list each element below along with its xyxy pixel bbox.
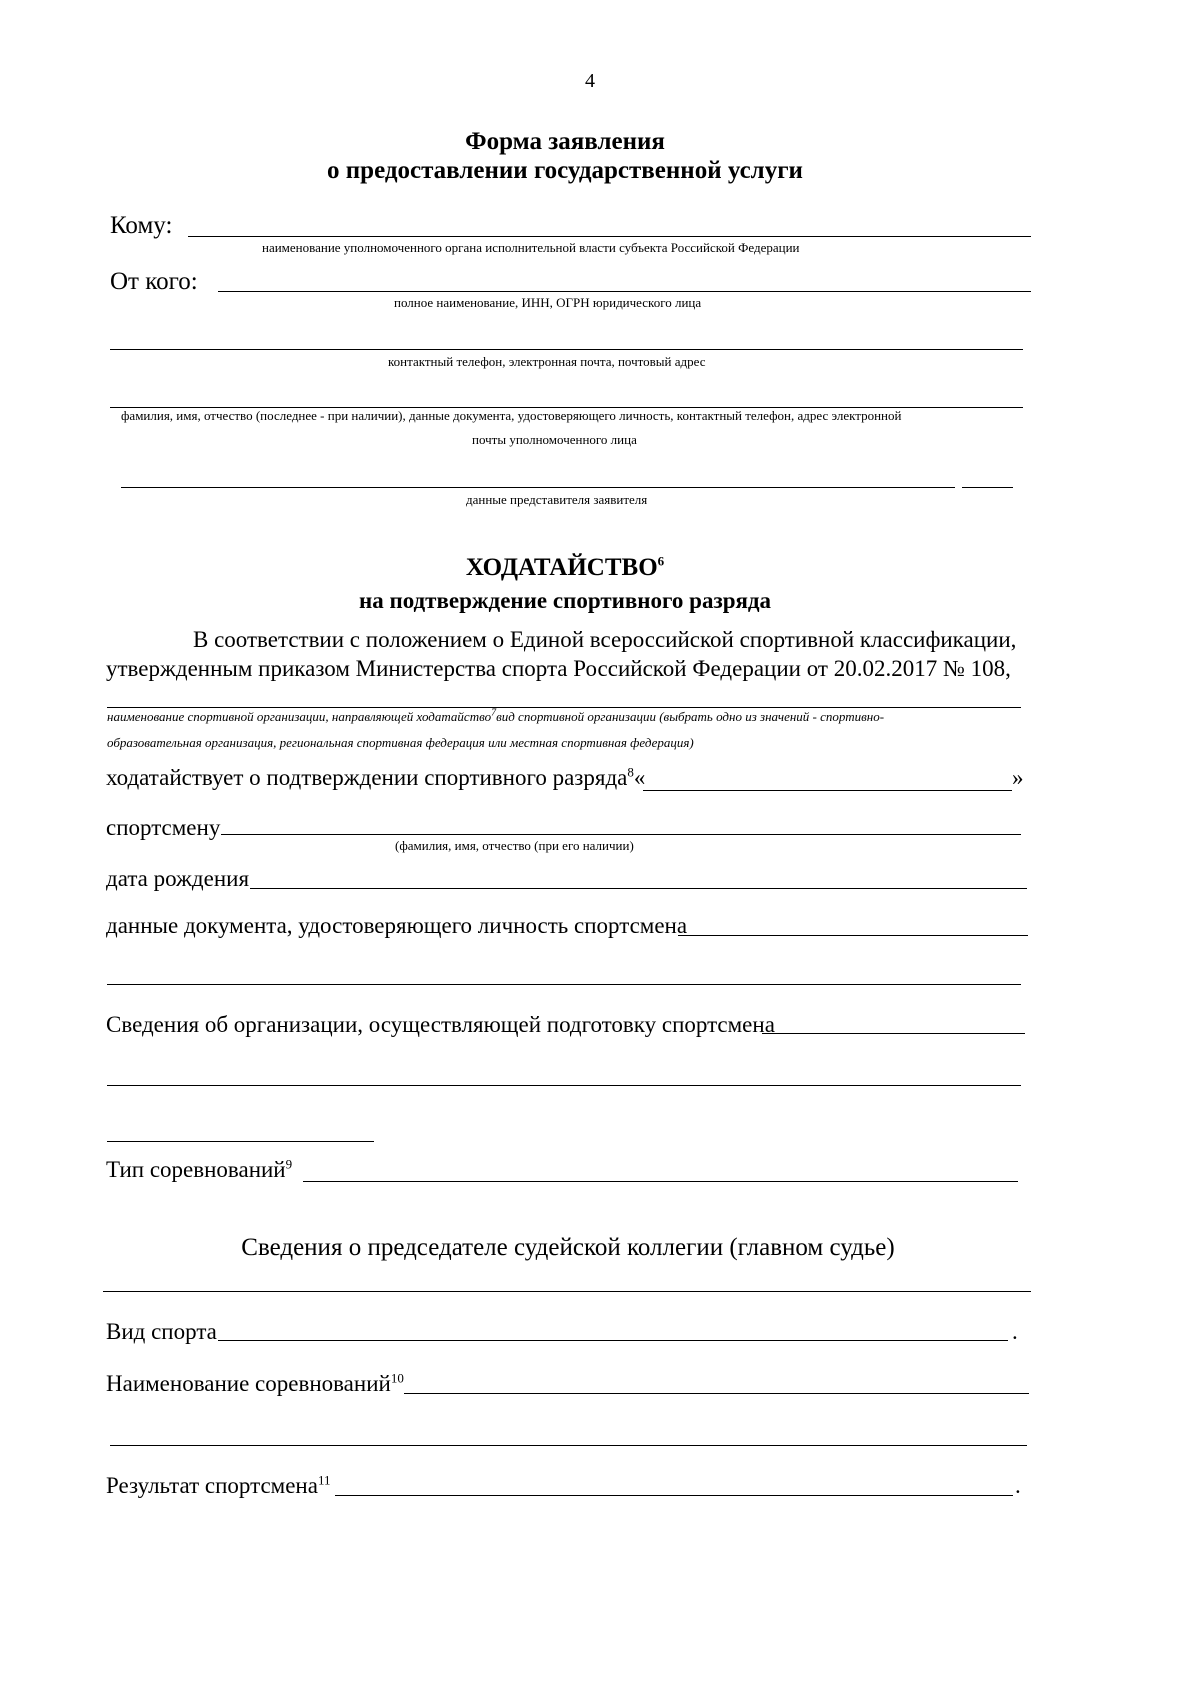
quote-open: « xyxy=(633,765,646,790)
representative-input-line-short[interactable] xyxy=(962,487,1013,488)
sport-input-line[interactable] xyxy=(218,1340,1008,1341)
training-org-input-line3[interactable] xyxy=(107,1141,374,1142)
quote-close: » xyxy=(1012,765,1024,790)
training-org-label: Сведения об организации, осуществляющей подготовку спортсмена xyxy=(106,1012,775,1037)
footnote-10: 10 xyxy=(390,1370,404,1386)
competition-type-input-line[interactable] xyxy=(303,1181,1018,1182)
intro-line1: В соответствии с положением о Единой всероссийской спортивной классификации, xyxy=(193,627,1017,652)
footnote-7: 7 xyxy=(491,707,497,719)
rank-input-line[interactable] xyxy=(643,790,1012,791)
to-label: Кому: xyxy=(110,212,173,239)
competition-name-text xyxy=(106,1371,404,1397)
representative-input-line[interactable] xyxy=(121,487,955,488)
result-input-line[interactable] xyxy=(335,1495,1013,1496)
identity-doc-label: данные документа, удостоверяющего личность спортсмена xyxy=(106,913,688,938)
judge-input-line[interactable] xyxy=(103,1291,1031,1292)
athlete-caption: (фамилия, имя, отчество (при его наличии) xyxy=(395,838,634,853)
sport-end: . xyxy=(1012,1319,1018,1344)
organization-caption-line1 xyxy=(107,709,884,725)
form-title-line2: о предоставлении государственной услуги xyxy=(327,157,803,184)
birth-date-input-line[interactable] xyxy=(250,888,1027,889)
petition-rank-text xyxy=(106,765,645,791)
competition-name-input-line[interactable] xyxy=(404,1393,1029,1394)
competition-type-label: Тип соревнований xyxy=(106,1157,286,1182)
from-input-line[interactable] xyxy=(218,291,1031,292)
identity-doc-input-line[interactable] xyxy=(678,935,1028,936)
footnote-11: 11 xyxy=(317,1472,331,1488)
contacts-input-line[interactable] xyxy=(110,349,1023,350)
athlete-label: спортсмену xyxy=(106,815,221,840)
footnote-6: 6 xyxy=(657,553,665,569)
organization-caption-b: вид спортивной организации (выбрать одно из значений - спортивно- xyxy=(496,709,885,724)
competition-type-text xyxy=(106,1157,292,1183)
organization-caption-a: наименование спортивной организации, направляющей ходатайство xyxy=(107,709,492,724)
from-caption: полное наименование, ИНН, ОГРН юридического лица xyxy=(394,295,702,310)
sport-label: Вид спорта xyxy=(106,1319,217,1344)
birth-date-label: дата рождения xyxy=(106,866,250,891)
to-input-line[interactable] xyxy=(188,236,1031,237)
result-end: . xyxy=(1015,1473,1021,1498)
identity-doc-input-line2[interactable] xyxy=(107,984,1021,985)
representative-caption: данные представителя заявителя xyxy=(466,492,648,507)
competition-name-label: Наименование соревнований xyxy=(106,1371,391,1396)
competition-name-input-line2[interactable] xyxy=(110,1445,1027,1446)
contacts-caption: контактный телефон, электронная почта, почтовый адрес xyxy=(388,354,706,369)
petition-subtitle: на подтверждение спортивного разряда xyxy=(358,588,772,613)
petition-rank-label: ходатайствует о подтверждении спортивного разряда xyxy=(106,765,628,790)
athlete-input-line[interactable] xyxy=(221,834,1021,835)
petition-title-text: ХОДАТАЙСТВО xyxy=(465,554,658,581)
training-org-input-line2[interactable] xyxy=(107,1085,1021,1086)
training-org-input-line[interactable] xyxy=(762,1033,1025,1034)
from-label: От кого: xyxy=(110,268,198,295)
result-text xyxy=(106,1473,330,1499)
result-label: Результат спортсмена xyxy=(106,1473,318,1498)
authorized-caption-line1: фамилия, имя, отчество (последнее - при наличии), данные документа, удостоверяющего личность, контактный телефон, адрес электронной xyxy=(121,408,902,423)
organization-caption-line2: образовательная организация, региональная спортивная федерация или местная спортивная федерация) xyxy=(107,735,694,750)
footnote-9: 9 xyxy=(285,1156,293,1172)
footnote-8: 8 xyxy=(627,764,634,780)
judge-heading: Сведения о председателе судейской коллегии (главном судье) xyxy=(241,1234,895,1261)
page-number: 4 xyxy=(585,70,595,92)
form-title-line1: Форма заявления xyxy=(465,128,665,155)
petition-title xyxy=(0,554,1130,582)
intro-line2: утвержденным приказом Министерства спорта Российской Федерации от 20.02.2017 № 108, xyxy=(106,656,1011,681)
authorized-caption-line2: почты уполномоченного лица xyxy=(472,432,637,447)
organization-input-line[interactable] xyxy=(107,707,1021,708)
to-caption: наименование уполномоченного органа исполнительной власти субъекта Российской Федерации xyxy=(262,240,800,255)
